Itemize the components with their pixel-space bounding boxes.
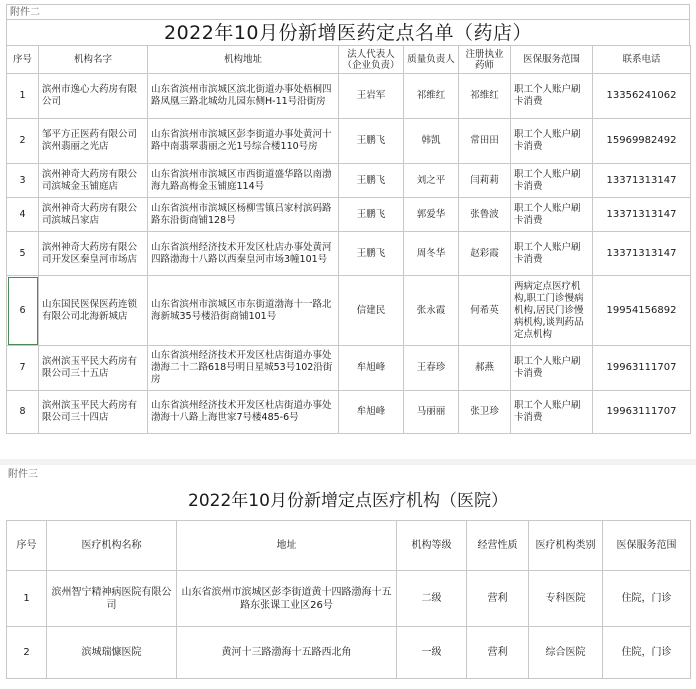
hospital-name[interactable]: 滨州智宁精神病医院有限公司 <box>47 571 177 627</box>
header-cell: 机构等级 <box>397 521 467 571</box>
legal-rep[interactable]: 牟旭峰 <box>339 391 404 434</box>
service-scope[interactable]: 两病定点医疗机构,职工门诊慢病机构,居民门诊慢病机构,谈判药品定点机构 <box>511 276 593 346</box>
row-no[interactable]: 8 <box>7 391 39 434</box>
header-cell: 机构地址 <box>148 46 339 74</box>
legal-rep[interactable]: 王鹏飞 <box>339 164 404 198</box>
hospital-name[interactable]: 滨城瑞慷医院 <box>47 627 177 679</box>
hospital-category[interactable]: 综合医院 <box>529 627 603 679</box>
hospital-address[interactable]: 黄河十三路渤海十五路西北角 <box>177 627 397 679</box>
annex3-label: 附件三 <box>8 469 38 480</box>
org-name[interactable]: 滨州市逸心大药房有限公司 <box>39 74 148 119</box>
row-no[interactable]: 1 <box>7 571 47 627</box>
quality-person[interactable]: 刘之平 <box>404 164 459 198</box>
table-row <box>7 198 691 232</box>
service-scope[interactable]: 住院，门诊 <box>603 571 691 627</box>
phone[interactable]: 13371313147 <box>593 198 691 232</box>
annex2-title: 2022年10月份新增医药定点名单（药店） <box>6 19 690 45</box>
org-name[interactable]: 滨州神奇大药房有限公司滨城金玉铺庭店 <box>39 164 148 198</box>
service-scope[interactable]: 职工个人账户刷卡消费 <box>511 198 593 232</box>
legal-rep[interactable]: 王鹏飞 <box>339 232 404 276</box>
phone[interactable]: 19954156892 <box>593 276 691 346</box>
row-no[interactable]: 2 <box>7 627 47 679</box>
header-cell: 法人代表人（企业负责） <box>339 46 404 74</box>
phone[interactable]: 19963111707 <box>593 391 691 434</box>
hospital-table <box>6 520 691 679</box>
row-no[interactable]: 5 <box>7 232 39 276</box>
pharmacy-table <box>6 45 691 434</box>
header-cell: 医保服务范围 <box>603 521 691 571</box>
table-row <box>7 119 691 164</box>
legal-rep[interactable]: 牟旭峰 <box>339 346 404 391</box>
header-cell: 序号 <box>7 46 39 74</box>
pharmacist[interactable]: 赵彩霞 <box>459 232 511 276</box>
header-cell: 联系电话 <box>593 46 691 74</box>
hospital-level[interactable]: 一级 <box>397 627 467 679</box>
org-address[interactable]: 山东省滨州市滨城区市西街道盛华路以南渤海九路高梅金玉铺庭114号 <box>148 164 339 198</box>
service-scope[interactable]: 职工个人账户刷卡消费 <box>511 391 593 434</box>
org-name[interactable]: 滨州滨玉平民大药房有限公司三十五店 <box>39 346 148 391</box>
row-no[interactable]: 4 <box>7 198 39 232</box>
phone[interactable]: 13371313147 <box>593 164 691 198</box>
business-nature[interactable]: 营利 <box>467 627 529 679</box>
hospital-address[interactable]: 山东省滨州市滨城区彭李街道黄十四路渤海十五路东张课工业区26号 <box>177 571 397 627</box>
business-nature[interactable]: 营利 <box>467 571 529 627</box>
pharmacist[interactable]: 何希英 <box>459 276 511 346</box>
annex2-sheet <box>6 4 690 434</box>
pharmacist[interactable]: 祁维红 <box>459 74 511 119</box>
legal-rep[interactable]: 王鹏飞 <box>339 119 404 164</box>
header-cell: 经营性质 <box>467 521 529 571</box>
pharmacist[interactable]: 常田田 <box>459 119 511 164</box>
header-cell: 序号 <box>7 521 47 571</box>
org-address[interactable]: 山东省滨州市滨城区市东街道渤海十一路北海新城35号楼沿街商铺101号 <box>148 276 339 346</box>
table-row <box>7 276 691 346</box>
pharmacist[interactable]: 张卫珍 <box>459 391 511 434</box>
quality-person[interactable]: 祁维红 <box>404 74 459 119</box>
table-row <box>7 627 691 679</box>
org-address[interactable]: 山东省滨州市滨城区滨北街道办事处梧桐四路凤凰三路北城幼儿园东侧H-11号沿街房 <box>148 74 339 119</box>
org-address[interactable]: 山东省滨州市滨城区杨柳雪镇吕家村滨码路路东沿街商铺128号 <box>148 198 339 232</box>
table-row <box>7 391 691 434</box>
header-cell: 医疗机构名称 <box>47 521 177 571</box>
table-row <box>7 571 691 627</box>
header-cell: 注册执业药师 <box>459 46 511 74</box>
service-scope[interactable]: 职工个人账户刷卡消费 <box>511 119 593 164</box>
phone[interactable]: 19963111707 <box>593 346 691 391</box>
service-scope[interactable]: 职工个人账户刷卡消费 <box>511 232 593 276</box>
legal-rep[interactable]: 信建民 <box>339 276 404 346</box>
org-name[interactable]: 滨州神奇大药房有限公司开发区秦皇河市场店 <box>39 232 148 276</box>
phone[interactable]: 15969982492 <box>593 119 691 164</box>
row-no[interactable]: 1 <box>7 74 39 119</box>
quality-person[interactable]: 马丽丽 <box>404 391 459 434</box>
hospital-table-header <box>7 521 691 571</box>
pharmacist[interactable]: 郝燕 <box>459 346 511 391</box>
service-scope[interactable]: 职工个人账户刷卡消费 <box>511 74 593 119</box>
org-address[interactable]: 山东省滨州市滨城区彭李街道办事处黄河十路中南翡翠翡丽之光1号综合楼110号房 <box>148 119 339 164</box>
table-row <box>7 346 691 391</box>
quality-person[interactable]: 张永霞 <box>404 276 459 346</box>
header-cell: 地址 <box>177 521 397 571</box>
table-row <box>7 164 691 198</box>
hospital-level[interactable]: 二级 <box>397 571 467 627</box>
service-scope[interactable]: 住院，门诊 <box>603 627 691 679</box>
org-name[interactable]: 滨州滨玉平民大药房有限公司三十四店 <box>39 391 148 434</box>
phone[interactable]: 13371313147 <box>593 232 691 276</box>
row-no[interactable]: 6 <box>7 276 39 346</box>
phone[interactable]: 13356241062 <box>593 74 691 119</box>
org-address[interactable]: 山东省滨州经济技术开发区杜店街道办事处渤海十八路上海世家7号楼485-6号 <box>148 391 339 434</box>
legal-rep[interactable]: 王鹏飞 <box>339 198 404 232</box>
service-scope[interactable]: 职工个人账户刷卡消费 <box>511 346 593 391</box>
pharmacist[interactable]: 闫莉莉 <box>459 164 511 198</box>
legal-rep[interactable]: 王岩军 <box>339 74 404 119</box>
org-name[interactable]: 山东国民医保医药连锁有限公司北海新城店 <box>39 276 148 346</box>
annex3-sheet <box>6 468 690 679</box>
pharmacy-table-header <box>7 46 691 74</box>
quality-person[interactable]: 王春珍 <box>404 346 459 391</box>
row-no[interactable]: 3 <box>7 164 39 198</box>
row-no[interactable]: 2 <box>7 119 39 164</box>
org-address[interactable]: 山东省滨州经济技术开发区杜店街道办事处渤海二十二路618号明日星城53号102沿街房 <box>148 346 339 391</box>
header-cell: 机构名字 <box>39 46 148 74</box>
table-row <box>7 74 691 119</box>
quality-person[interactable]: 周冬华 <box>404 232 459 276</box>
org-name[interactable]: 滨州神奇大药房有限公司滨城吕家店 <box>39 198 148 232</box>
quality-person[interactable]: 韩凯 <box>404 119 459 164</box>
table-row <box>7 232 691 276</box>
header-cell: 医保服务范围 <box>511 46 593 74</box>
row-no[interactable]: 7 <box>7 346 39 391</box>
hospital-category[interactable]: 专科医院 <box>529 571 603 627</box>
service-scope[interactable]: 职工个人账户刷卡消费 <box>511 164 593 198</box>
org-name[interactable]: 邹平方正医药有限公司滨州翡丽之光店 <box>39 119 148 164</box>
header-cell: 质量负责人 <box>404 46 459 74</box>
org-address[interactable]: 山东省滨州经济技术开发区杜店办事处黄河四路渤海十八路以西秦皇河市场3幢101号 <box>148 232 339 276</box>
annex2-label: 附件二 <box>6 4 690 19</box>
annex3-title: 2022年10月份新增定点医疗机构（医院） <box>188 491 508 511</box>
section-separator <box>0 459 696 465</box>
pharmacist[interactable]: 张鲁波 <box>459 198 511 232</box>
header-cell: 医疗机构类别 <box>529 521 603 571</box>
quality-person[interactable]: 郭爱华 <box>404 198 459 232</box>
